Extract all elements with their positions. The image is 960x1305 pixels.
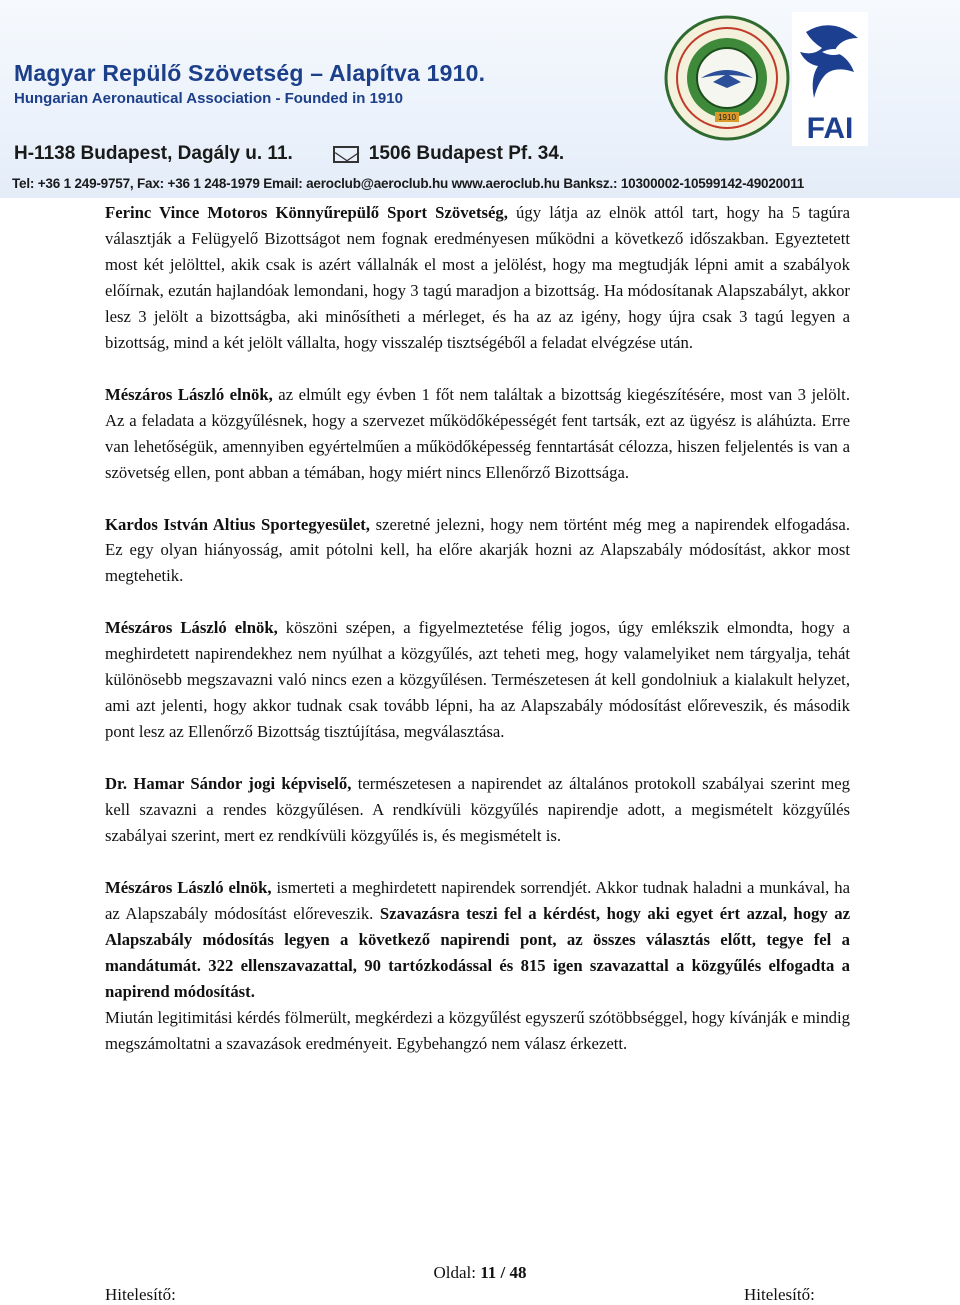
minutes-body: [105, 200, 850, 1057]
street-address: H-1138 Budapest, Dagály u. 11.: [14, 143, 293, 164]
authenticator-left: Hitelesítő:: [105, 1285, 176, 1304]
fai-label: FAI: [806, 112, 854, 145]
organization-name: Magyar Repülő Szövetség: [14, 60, 304, 86]
paragraph-text: szeretné jelezni, hogy nem történt még meg a napirendek elfogadása. Ez egy olyan hiányosság, amit pótolni kell, ha előre akarják hozni az Alapszabály módosítást, akkor most megtehetik.: [105, 514, 850, 586]
speaker-name: Mészáros László elnök,: [105, 384, 273, 404]
paragraph-text: Miután legitimitási kérdés fölmerült, megkérdezi a közgyűlést egyszerű szótöbbséggel, hogy kívánják e mindig megszámoltatni a szavazások eredményeit. Egybehangzó nem válasz érkezett.: [105, 1007, 850, 1053]
page-separator: /: [496, 1263, 510, 1282]
speaker-name: Ferinc Vince Motoros Könnyűrepülő Sport Szövetség,: [105, 203, 508, 222]
address-row: [14, 143, 564, 165]
paragraph-text: természetesen a napirendet az általános protokoll szabályai szerint meg kell szavazni a rendes közgyűlésen. A rendkívüli közgyűlés napirendje adott, a megismételt közgyűlés szabályai szerint, mert ez rendkívüli közgyűlés is, és megismételt is.: [105, 774, 850, 846]
authenticator-right: Hitelesítő:: [744, 1285, 815, 1304]
organization-founded: – Alapítva 1910.: [310, 60, 486, 86]
seal-year: 1910: [718, 113, 736, 122]
vote-result-text: Szavazásra teszi fel a kérdést, hogy aki egyet ért azzal, hogy az Alapszabály módosítás legyen a következő napirendi pont, az összes választás előtt, tegye fel a mandátumát. 322 ellenszavazattal, 90 tartózkodással és 815 igen szavazattal a közgyűlés elfogadta a napirend módosítást.: [105, 903, 850, 1001]
paragraph-meszaros-2: [105, 615, 850, 745]
paragraph-text: úgy látja az elnök attól tart, hogy ha 5 tagúra választják a Felügyelő Bizottságot nem fognak eredményesen működni a következő időszakban. Egyeztetett most két jelölttel, akik csak is azért vállalnák el most a jelölést, hogy ma megtudják lépni amit a szabályok előírnak, ezután hajlandóak lemondani, hogy 3 tagú maradjon a bizottság. Ha módosítanak Alapszabályt, akkor lesz 3 jelölt a bizottságba, aki minősítheti a mérleget, és ha az az igény, hogy újra csak 3 tagú legyen a bizottság, mind a két jelölt vállalta, hogy visszalép tisztségéből a feladat elvégzése után.: [105, 203, 850, 352]
speaker-name: Mészáros László elnök,: [105, 878, 272, 898]
envelope-icon: [333, 146, 359, 163]
page-number: [0, 1263, 960, 1283]
paragraph-text: köszöni szépen, a figyelmeztetése félig jogos, úgy emlékszik elmondta, hogy a meghirdetett napirendekhez nem nyúlhat a közgyűlés, azt teheti meg, hogy valamelyiket nem tárgyalja, tehát különösebb megszavazni való nincs ezen a közgyűlésen. Természetesen át kell gondolniuk a kialakult helyzet, ami azt jelenti, hogy akkor tudnak csak tovább lépni, ha az Alapszabály módosítást előreveszik, és második pont lesz az Ellenőrző Bizottság tisztújítása, megválasztása.: [105, 618, 850, 742]
speaker-name: Mészáros László elnök,: [105, 618, 278, 638]
speaker-name: Dr. Hamar Sándor jogi képviselő,: [105, 774, 352, 794]
fai-logo: [792, 12, 868, 146]
paragraph-ferinc-vince: [105, 200, 850, 356]
page-total: 48: [509, 1263, 527, 1282]
page-current: 11: [480, 1263, 497, 1282]
paragraph-kardos-istvan: [105, 512, 850, 590]
paragraph-text: az elmúlt egy évben 1 főt nem találtak a bizottság kiegészítésére, most van 3 jelölt. Az a feladata a közgyűlésnek, hogy a szervezet működőképességét fent tartsák, ezt az ügyész is aláhúzta. Erre van lehetőségük, amennyiben egyértelműen a működőképesség fenntartását célozza, hiszen feljelentés is van a szövetség ellen, pont abban a témában, hogy miért nincs Ellenőrző Bizottsága.: [105, 384, 850, 482]
contact-line: Tel: +36 1 249-9757, Fax: +36 1 248-1979 Email: aeroclub@aeroclub.hu www.aeroclub.hu Banksz.: 10300002-10599142-49020011: [12, 176, 805, 191]
page-label: Oldal:: [433, 1263, 481, 1282]
postal-address: 1506 Budapest Pf. 34.: [368, 143, 565, 164]
paragraph-meszaros-1: [105, 382, 850, 486]
paragraph-hamar-sandor: [105, 771, 850, 849]
paragraph-text: ismerteti a meghirdetett napirendek sorrendjét. Akkor tudnak haladni a munkával, ha az Alapszabály módosítást előreveszik.: [105, 878, 850, 923]
association-seal-logo: [663, 14, 791, 142]
speaker-name: Kardos István Altius Sportegyesület,: [105, 514, 370, 534]
organization-name-english: Hungarian Aeronautical Association - Founded in 1910: [14, 90, 403, 107]
paragraph-legitimacy: [105, 1005, 850, 1057]
letterhead: [0, 0, 960, 198]
organization-title: [14, 60, 485, 87]
paragraph-meszaros-3: [105, 875, 850, 1005]
